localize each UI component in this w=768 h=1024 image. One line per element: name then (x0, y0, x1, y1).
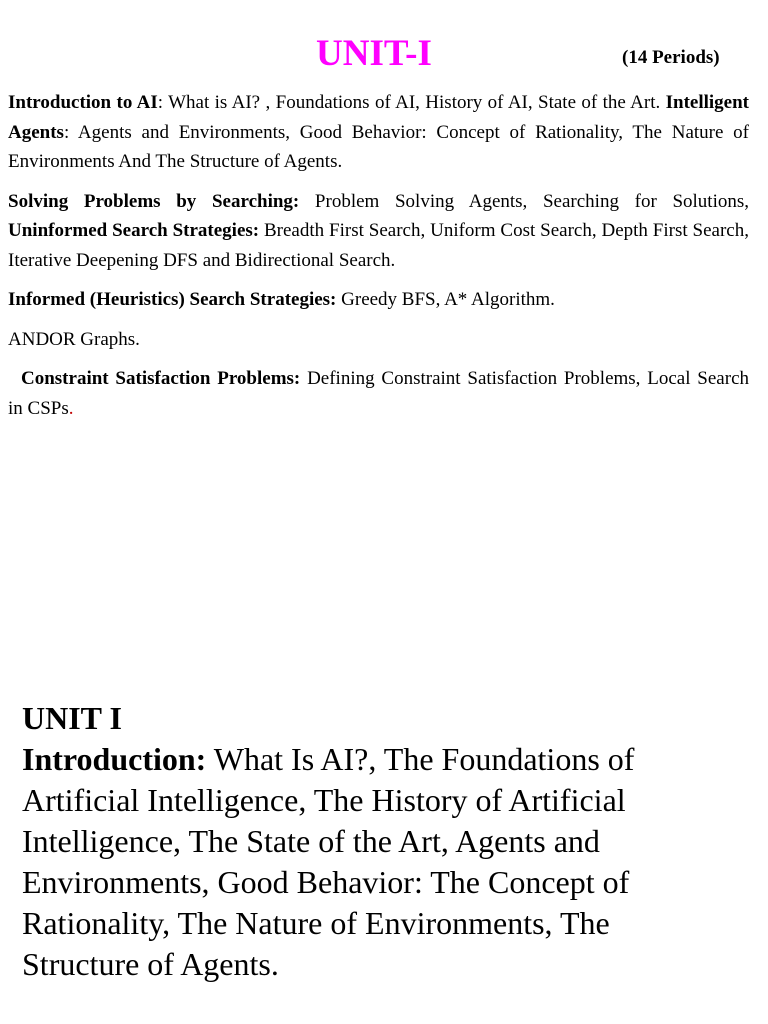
topic-label: Constraint Satisfaction Problems: (21, 368, 301, 389)
unit-body-label: Introduction: (22, 741, 207, 777)
paragraph-csp (8, 364, 749, 423)
topic-text: : Agents and Environments, Good Behavior: Concept of Rationality, The Nature of Environments And The Structure of Agents. (8, 121, 749, 172)
topic-label: Solving Problems by Searching: (8, 190, 300, 212)
unit-heading: UNIT I (22, 700, 122, 736)
topic-text: ANDOR Graphs. (8, 328, 140, 350)
topic-text-end: . (68, 397, 74, 419)
topic-label: Uninformed Search Strategies: (8, 220, 260, 241)
paragraph-introduction (8, 88, 749, 177)
unit-summary-block (22, 698, 722, 985)
topic-text: Defining Constraint Satisfaction Problems, Local Search in CSPs (8, 368, 749, 419)
paragraph-andor-graphs (8, 325, 749, 355)
syllabus-section (8, 88, 749, 433)
unit-body (22, 739, 722, 985)
paragraph-searching (8, 187, 749, 276)
unit-title: UNIT-I (316, 33, 432, 74)
topic-label: Introduction to AI (8, 92, 158, 113)
page-heading (0, 28, 768, 80)
topic-text: : What is AI? , Foundations of AI, History of AI, State of the Art. (157, 92, 666, 113)
topic-label: Informed (Heuristics) Search Strategies: (8, 289, 337, 310)
paragraph-informed-search (8, 285, 749, 315)
topic-text: Breadth First Search, Uniform Cost Search, Depth First Search, Iterative Deepening DFS and Bidirectional Search. (8, 220, 749, 271)
periods-label: (14 Periods) (622, 47, 720, 68)
topic-label: Intelligent Agents (8, 92, 749, 143)
unit-body-text: What Is AI?, The Foundations of Artificial Intelligence, The History of Artificial Intelligence, The State of the Art, Agents and Environments, Good Behavior: The Concept of Rationality, The Nature of Environments, The Structure of Agents. (22, 741, 635, 982)
topic-text: Greedy BFS, A* Algorithm. (336, 289, 555, 310)
topic-text: Problem Solving Agents, Searching for Solutions, (299, 190, 750, 212)
